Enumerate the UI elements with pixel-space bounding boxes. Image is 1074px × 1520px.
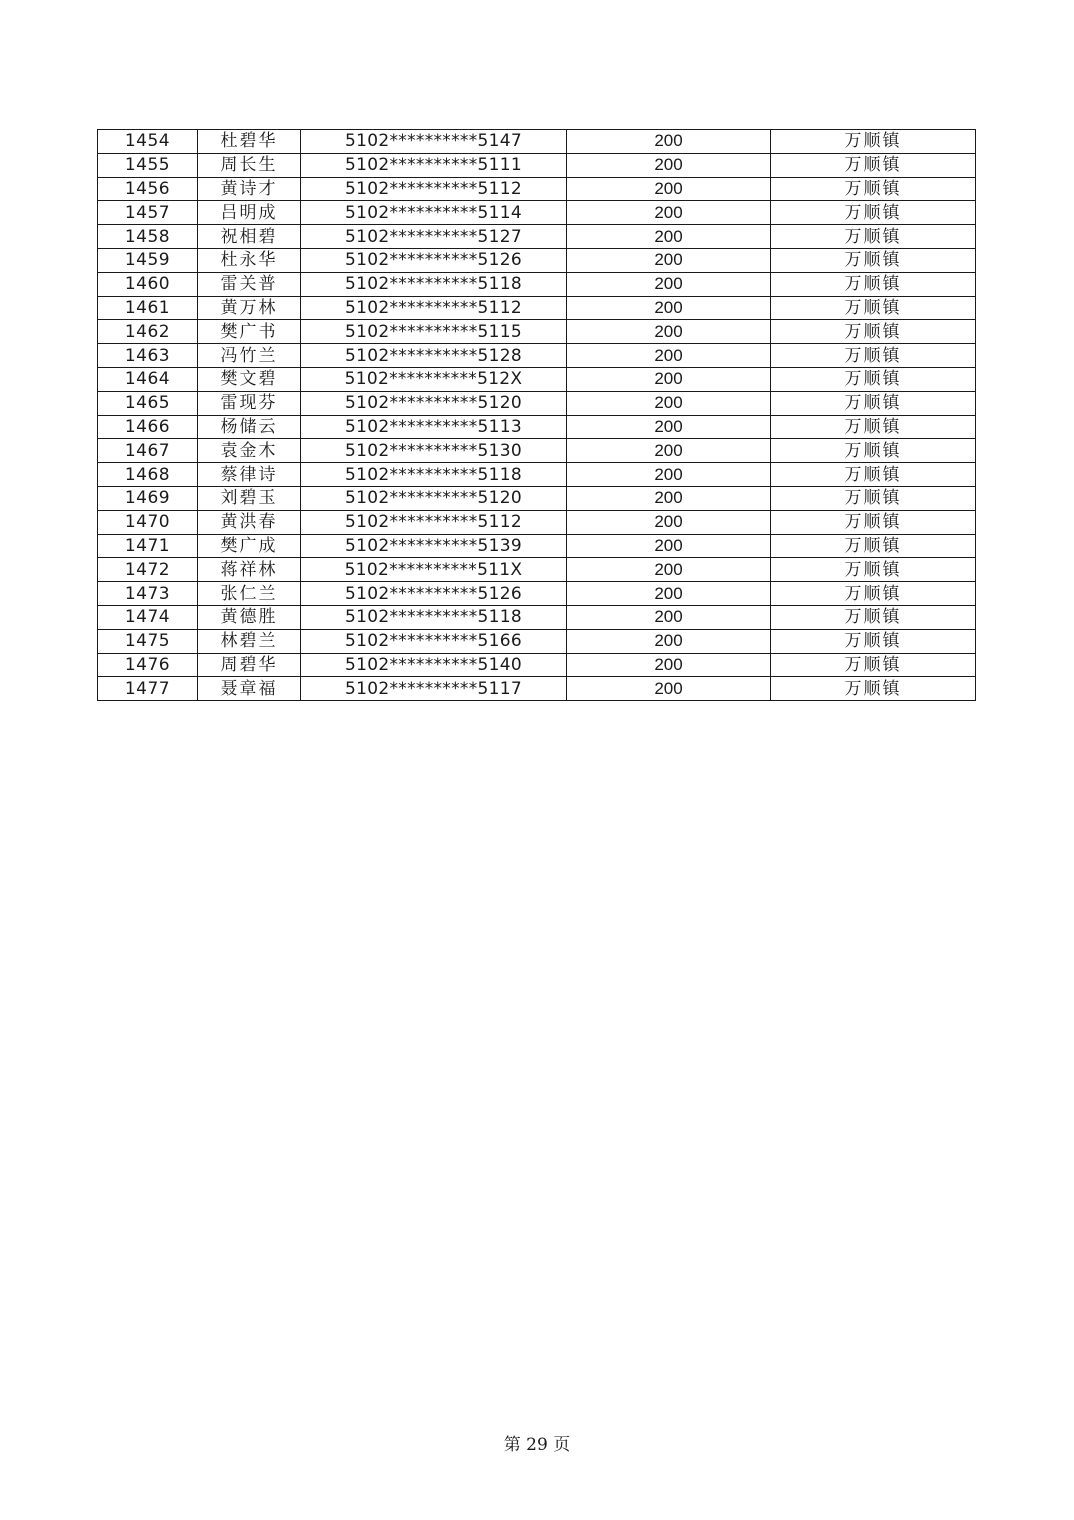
id-number: 5102**********5112 — [301, 296, 567, 320]
id-number: 5102**********5113 — [301, 415, 567, 439]
amount: 200 — [567, 320, 771, 344]
town: 万顺镇 — [771, 248, 976, 272]
table-row — [98, 296, 976, 320]
row-number: 1469 — [98, 486, 198, 510]
amount: 200 — [567, 130, 771, 154]
row-number: 1472 — [98, 558, 198, 582]
id-number: 5102**********5166 — [301, 629, 567, 653]
id-number: 5102**********5112 — [301, 510, 567, 534]
table-body — [98, 130, 976, 701]
id-number: 5102**********5128 — [301, 344, 567, 368]
town: 万顺镇 — [771, 629, 976, 653]
person-name: 黄洪春 — [198, 510, 301, 534]
id-number: 5102**********5115 — [301, 320, 567, 344]
row-number: 1476 — [98, 653, 198, 677]
table-row — [98, 225, 976, 249]
table-row — [98, 130, 976, 154]
table-row — [98, 367, 976, 391]
id-number: 5102**********5118 — [301, 272, 567, 296]
person-name: 聂章福 — [198, 677, 301, 701]
person-name: 林碧兰 — [198, 629, 301, 653]
row-number: 1470 — [98, 510, 198, 534]
person-name: 祝相碧 — [198, 225, 301, 249]
row-number: 1477 — [98, 677, 198, 701]
table-row — [98, 439, 976, 463]
amount: 200 — [567, 629, 771, 653]
row-number: 1463 — [98, 344, 198, 368]
row-number: 1468 — [98, 463, 198, 487]
town: 万顺镇 — [771, 415, 976, 439]
row-number: 1458 — [98, 225, 198, 249]
row-number: 1474 — [98, 605, 198, 629]
person-name: 樊广成 — [198, 534, 301, 558]
row-number: 1455 — [98, 153, 198, 177]
amount: 200 — [567, 391, 771, 415]
id-number: 5102**********512X — [301, 367, 567, 391]
id-number: 5102**********5147 — [301, 130, 567, 154]
table-row — [98, 272, 976, 296]
table-row — [98, 510, 976, 534]
table-row — [98, 605, 976, 629]
town: 万顺镇 — [771, 130, 976, 154]
town: 万顺镇 — [771, 605, 976, 629]
town: 万顺镇 — [771, 439, 976, 463]
row-number: 1473 — [98, 582, 198, 606]
amount: 200 — [567, 201, 771, 225]
table-row — [98, 582, 976, 606]
id-number: 5102**********5140 — [301, 653, 567, 677]
town: 万顺镇 — [771, 677, 976, 701]
id-number: 5102**********5120 — [301, 486, 567, 510]
id-number: 5102**********5111 — [301, 153, 567, 177]
person-name: 雷关普 — [198, 272, 301, 296]
table-row — [98, 177, 976, 201]
amount: 200 — [567, 272, 771, 296]
id-number: 5102**********5117 — [301, 677, 567, 701]
town: 万顺镇 — [771, 272, 976, 296]
amount: 200 — [567, 605, 771, 629]
person-name: 周长生 — [198, 153, 301, 177]
town: 万顺镇 — [771, 296, 976, 320]
amount: 200 — [567, 296, 771, 320]
person-name: 杨储云 — [198, 415, 301, 439]
town: 万顺镇 — [771, 653, 976, 677]
person-name: 杜碧华 — [198, 130, 301, 154]
row-number: 1471 — [98, 534, 198, 558]
person-name: 冯竹兰 — [198, 344, 301, 368]
person-name: 樊文碧 — [198, 367, 301, 391]
table-row — [98, 558, 976, 582]
amount: 200 — [567, 415, 771, 439]
row-number: 1462 — [98, 320, 198, 344]
town: 万顺镇 — [771, 320, 976, 344]
person-name: 樊广书 — [198, 320, 301, 344]
amount: 200 — [567, 582, 771, 606]
town: 万顺镇 — [771, 582, 976, 606]
id-number: 5102**********5127 — [301, 225, 567, 249]
amount: 200 — [567, 534, 771, 558]
amount: 200 — [567, 367, 771, 391]
amount: 200 — [567, 463, 771, 487]
amount: 200 — [567, 248, 771, 272]
row-number: 1467 — [98, 439, 198, 463]
person-name: 蒋祥林 — [198, 558, 301, 582]
person-name: 杜永华 — [198, 248, 301, 272]
row-number: 1459 — [98, 248, 198, 272]
table-row — [98, 653, 976, 677]
amount: 200 — [567, 225, 771, 249]
amount: 200 — [567, 653, 771, 677]
town: 万顺镇 — [771, 486, 976, 510]
id-number: 5102**********5114 — [301, 201, 567, 225]
row-number: 1475 — [98, 629, 198, 653]
town: 万顺镇 — [771, 344, 976, 368]
town: 万顺镇 — [771, 153, 976, 177]
table-row — [98, 415, 976, 439]
id-number: 5102**********5126 — [301, 248, 567, 272]
town: 万顺镇 — [771, 463, 976, 487]
amount: 200 — [567, 486, 771, 510]
id-number: 5102**********5118 — [301, 463, 567, 487]
town: 万顺镇 — [771, 391, 976, 415]
person-name: 黄万林 — [198, 296, 301, 320]
row-number: 1465 — [98, 391, 198, 415]
table-row — [98, 153, 976, 177]
town: 万顺镇 — [771, 558, 976, 582]
page-number: 第 29 页 — [503, 1435, 571, 1455]
town: 万顺镇 — [771, 367, 976, 391]
row-number: 1464 — [98, 367, 198, 391]
row-number: 1454 — [98, 130, 198, 154]
person-name: 蔡律诗 — [198, 463, 301, 487]
row-number: 1461 — [98, 296, 198, 320]
person-name: 黄诗才 — [198, 177, 301, 201]
id-number: 5102**********5112 — [301, 177, 567, 201]
table-row — [98, 677, 976, 701]
table-row — [98, 248, 976, 272]
amount: 200 — [567, 510, 771, 534]
town: 万顺镇 — [771, 534, 976, 558]
table-row — [98, 344, 976, 368]
person-name: 刘碧玉 — [198, 486, 301, 510]
person-name: 吕明成 — [198, 201, 301, 225]
table-row — [98, 201, 976, 225]
person-name: 张仁兰 — [198, 582, 301, 606]
row-number: 1457 — [98, 201, 198, 225]
id-number: 5102**********5130 — [301, 439, 567, 463]
amount: 200 — [567, 177, 771, 201]
row-number: 1466 — [98, 415, 198, 439]
town: 万顺镇 — [771, 510, 976, 534]
town: 万顺镇 — [771, 177, 976, 201]
amount: 200 — [567, 344, 771, 368]
amount: 200 — [567, 153, 771, 177]
table-row — [98, 320, 976, 344]
table-row — [98, 486, 976, 510]
person-name: 袁金木 — [198, 439, 301, 463]
amount: 200 — [567, 439, 771, 463]
id-number: 5102**********511X — [301, 558, 567, 582]
table-row — [98, 534, 976, 558]
id-number: 5102**********5120 — [301, 391, 567, 415]
amount: 200 — [567, 558, 771, 582]
row-number: 1456 — [98, 177, 198, 201]
table-row — [98, 629, 976, 653]
town: 万顺镇 — [771, 225, 976, 249]
person-name: 雷现芬 — [198, 391, 301, 415]
town: 万顺镇 — [771, 201, 976, 225]
id-number: 5102**********5126 — [301, 582, 567, 606]
amount: 200 — [567, 677, 771, 701]
person-name: 黄德胜 — [198, 605, 301, 629]
row-number: 1460 — [98, 272, 198, 296]
table-row — [98, 463, 976, 487]
data-table — [97, 129, 976, 701]
id-number: 5102**********5118 — [301, 605, 567, 629]
person-name: 周碧华 — [198, 653, 301, 677]
id-number: 5102**********5139 — [301, 534, 567, 558]
table-row — [98, 391, 976, 415]
